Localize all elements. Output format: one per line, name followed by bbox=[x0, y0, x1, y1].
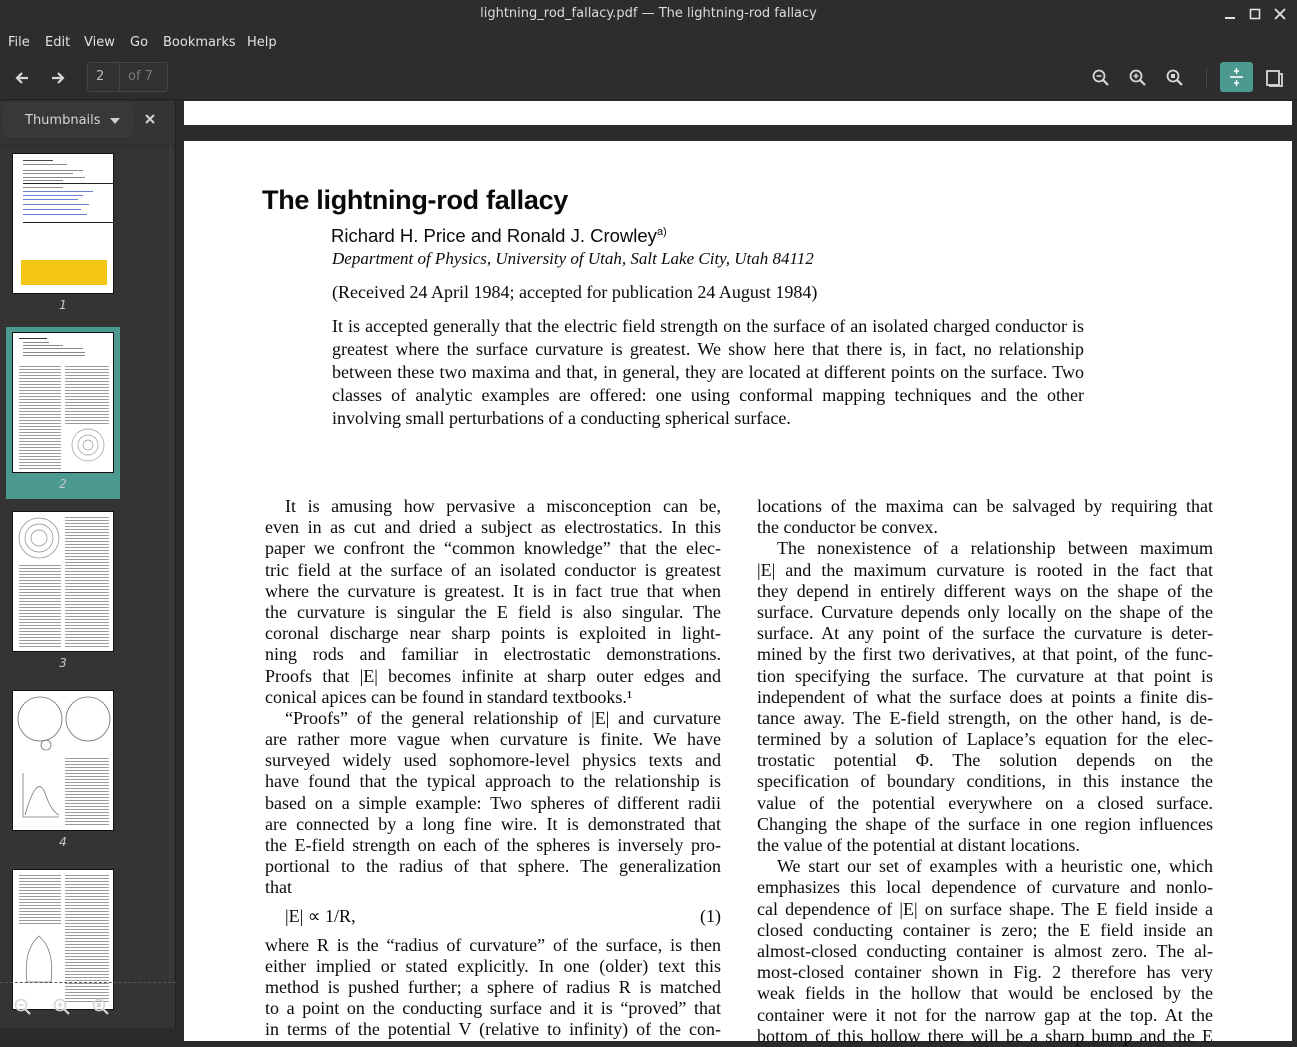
zoom-fit-icon bbox=[89, 995, 113, 1019]
close-icon bbox=[1270, 4, 1290, 24]
equation-body: |E| ∝ 1/R, bbox=[285, 905, 356, 926]
menu-bookmarks[interactable]: Bookmarks bbox=[163, 35, 236, 50]
thumbnail-figure bbox=[17, 516, 63, 560]
thumbnail-text-column bbox=[19, 365, 61, 469]
forward-button[interactable] bbox=[46, 66, 70, 90]
thumbnail-label-1: 1 bbox=[59, 298, 67, 312]
text-line: the E-field strength on each of the spheres is inversely pro- bbox=[265, 835, 721, 855]
text-line: they depend in entirely different ways on the shape of the bbox=[757, 580, 1213, 601]
thumbnail-page-1[interactable] bbox=[12, 153, 114, 294]
zoom-fit-icon bbox=[1163, 66, 1187, 90]
menu-edit[interactable]: Edit bbox=[45, 35, 71, 50]
author-footnote-marker: a) bbox=[656, 225, 667, 238]
equation-1 bbox=[265, 899, 721, 935]
thumbnail-banner bbox=[21, 260, 107, 285]
forward-arrow-icon bbox=[46, 66, 70, 90]
text-line: coronal discharge near sharp points is exploited in light- bbox=[265, 623, 721, 644]
thumbnail-text-column bbox=[65, 365, 109, 425]
thumbnail-text-column bbox=[19, 874, 61, 924]
sidebar-close-button[interactable] bbox=[140, 109, 160, 129]
back-arrow-icon bbox=[10, 66, 34, 90]
title-bar bbox=[0, 0, 1297, 28]
text-line: “Proofs” of the general relationship of |E| and curvature bbox=[285, 707, 721, 728]
dual-page-button[interactable] bbox=[1262, 66, 1286, 90]
thumbnail-figure bbox=[19, 930, 59, 986]
text-line: trostatic potential Φ. The solution depends on the bbox=[757, 750, 1213, 771]
text-line: the curvature is singular the E field is also singular. The bbox=[265, 601, 721, 622]
text-line: tance away. The E-field strength, on the other hand, is de- bbox=[757, 707, 1213, 728]
paper-abstract: It is accepted generally that the electric field strength on the surface of an isolated charged conductor is greatest where the surface curvature is greatest. We show here that there is, in fact, no relationship between these two maxima and that, in general, they are located at different points on the surface. Two classes of analytic examples are offered: one using conformal mapping techniques and the other involving small perturbations of a conducting spherical surface. bbox=[332, 316, 1084, 428]
thumbnail-label-3: 3 bbox=[59, 656, 67, 670]
text-line: in terms of the potential V (relative to infinity) of the con- bbox=[265, 1019, 721, 1040]
text-line: surface. Curvature depends only locally on the shape of the bbox=[757, 601, 1213, 622]
sidebar-zoom-controls bbox=[0, 986, 176, 1028]
text-line: value of the potential everywhere on a closed surface. bbox=[757, 792, 1213, 813]
text-line: independent of what the surface does at points a finite dis- bbox=[757, 686, 1213, 707]
text-line: are connected by a long fine wire. It is demonstrated that bbox=[265, 813, 721, 834]
thumbnail-list bbox=[0, 145, 176, 983]
text-line: We start our set of examples with a heuristic one, which bbox=[777, 856, 1213, 877]
text-line: emphasizes this local dependence of curvature and nonlo- bbox=[757, 877, 1213, 898]
text-line: surveyed widely used sophomore-level physics texts and bbox=[265, 750, 721, 771]
maximize-icon bbox=[1245, 4, 1265, 24]
paper-authors bbox=[331, 225, 667, 247]
equation-number: (1) bbox=[700, 905, 721, 926]
text-line: |E| and the maximum curvature is rooted in the fact that bbox=[757, 559, 1213, 580]
menu-go[interactable]: Go bbox=[130, 35, 149, 50]
menu-view[interactable]: View bbox=[84, 35, 115, 50]
document-view[interactable] bbox=[177, 101, 1297, 1046]
paper-received-date: (Received 24 April 1984; accepted for publication 24 August 1984) bbox=[332, 282, 818, 302]
text-line: locations of the maxima can be salvaged by requiring that bbox=[757, 496, 1213, 516]
thumb-zoom-fit-button[interactable] bbox=[89, 995, 113, 1019]
minimize-button[interactable] bbox=[1220, 4, 1240, 24]
sidebar-view-selector[interactable] bbox=[4, 103, 132, 137]
text-line: Proofs that |E| becomes infinite at sharp outer edges and bbox=[265, 665, 721, 686]
text-line: paper we confront the “common knowledge” that the elec- bbox=[265, 538, 721, 559]
text-line: portional to the radius of that sphere. The generalization bbox=[265, 856, 721, 877]
continuous-mode-button[interactable] bbox=[1220, 62, 1253, 92]
dual-page-icon bbox=[1262, 66, 1286, 90]
thumbnail-text-column bbox=[65, 874, 109, 1004]
left-column-text bbox=[265, 496, 721, 899]
text-line: tric field at the surface of an isolated conductor is greatest bbox=[265, 559, 721, 580]
thumb-zoom-out-button[interactable] bbox=[11, 995, 35, 1019]
text-line: method is pushed further; a sphere of radius R is matched bbox=[265, 976, 721, 997]
zoom-out-icon bbox=[1089, 66, 1113, 90]
sidebar bbox=[0, 101, 176, 1028]
author-names: Richard H. Price and Ronald J. Crowley bbox=[331, 225, 657, 246]
text-line: that bbox=[265, 877, 292, 898]
close-window-button[interactable] bbox=[1270, 4, 1290, 24]
text-line: almost-closed conducting container is almost zero. The al- bbox=[757, 940, 1213, 961]
text-line: specification of boundary conditions, in this instance the bbox=[757, 771, 1213, 792]
text-line: the value of the potential at distant locations. bbox=[757, 835, 1080, 855]
sidebar-view-label: Thumbnails bbox=[25, 113, 101, 128]
window-title: lightning_rod_fallacy.pdf — The lightning-rod fallacy bbox=[480, 6, 817, 21]
text-line: are rather more vague when curvature is finite. We have bbox=[265, 729, 721, 750]
thumbnail-figure bbox=[69, 427, 107, 463]
text-line: bottom of this hollow there will be a sharp bump and the E bbox=[757, 1025, 1213, 1046]
page-count-label: of 7 bbox=[128, 69, 153, 84]
thumbnail-text-column bbox=[19, 564, 61, 648]
text-line: mined by the first two derivatives, at that point, of the func- bbox=[757, 644, 1213, 665]
text-line: surface. At any point of the surface the curvature is deter- bbox=[757, 623, 1213, 644]
text-line: where the curvature is greatest. It is in fact true that when bbox=[265, 580, 721, 601]
thumbnail-figure bbox=[19, 771, 61, 821]
paper-title: The lightning-rod fallacy bbox=[262, 185, 569, 215]
text-line: have found that the typical approach to the relationship is bbox=[265, 771, 721, 792]
text-line: weak fields in the hollow that would be enclosed by the bbox=[757, 983, 1213, 1004]
left-column-continued bbox=[265, 935, 721, 1041]
text-line: termined by a solution of Laplace’s equation for the elec- bbox=[757, 729, 1213, 750]
thumbnail-figure bbox=[16, 695, 112, 755]
close-icon bbox=[140, 109, 160, 129]
zoom-fit-button[interactable] bbox=[1163, 66, 1187, 90]
continuous-mode-icon bbox=[1220, 62, 1253, 92]
thumbnail-text-column bbox=[65, 516, 109, 648]
page-1-bottom bbox=[184, 101, 1292, 125]
right-column bbox=[757, 496, 1213, 1047]
text-line: based on a simple example: Two spheres of different radii bbox=[265, 792, 721, 813]
thumbnail-page-4[interactable] bbox=[12, 690, 114, 831]
minimize-icon bbox=[1220, 4, 1240, 24]
text-line: to a point on the conducting surface and it is “proved” that bbox=[265, 998, 721, 1019]
text-line: Changing the shape of the surface in one region influences bbox=[757, 813, 1213, 834]
left-column bbox=[265, 496, 721, 1041]
text-line: cal dependence of |E| on surface shape. The E field inside a bbox=[757, 898, 1213, 919]
thumb-zoom-in-button[interactable] bbox=[50, 995, 74, 1019]
zoom-out-button[interactable] bbox=[1089, 66, 1113, 90]
maximize-button[interactable] bbox=[1245, 4, 1265, 24]
chevron-down-icon bbox=[110, 118, 120, 124]
page-navigator bbox=[87, 62, 168, 92]
text-line: tion specifying the surface. The curvature at that point is bbox=[757, 665, 1213, 686]
thumbnail-page-2[interactable] bbox=[12, 332, 114, 473]
zoom-in-icon bbox=[1126, 66, 1150, 90]
text-line: where R is the “radius of curvature” of the surface, is then bbox=[265, 934, 721, 955]
toolbar-separator bbox=[1206, 68, 1207, 88]
menu-help[interactable]: Help bbox=[247, 35, 277, 50]
text-line: most-closed container shown in Fig. 2 therefore has very bbox=[757, 962, 1213, 983]
text-line: either implied or stated explicitly. In one (older) text this bbox=[265, 955, 721, 976]
text-line: the conductor be convex. bbox=[757, 517, 938, 538]
text-line: closed conducting container is zero; the E field inside an bbox=[757, 919, 1213, 940]
thumbnail-text-column bbox=[65, 757, 109, 827]
page-2 bbox=[184, 141, 1292, 1046]
text-line: conical apices can be found in standard textbooks.¹ bbox=[265, 686, 633, 707]
text-line: container were it not for the narrow gap at the top. At the bbox=[757, 1004, 1213, 1025]
back-button[interactable] bbox=[10, 66, 34, 90]
menu-bar bbox=[0, 28, 1297, 56]
toolbar bbox=[0, 56, 1297, 100]
text-line: The nonexistence of a relationship between maximum bbox=[777, 538, 1213, 559]
page-number-input[interactable]: 2 bbox=[88, 63, 120, 91]
menu-file[interactable]: File bbox=[8, 35, 30, 50]
sidebar-divider bbox=[0, 982, 176, 983]
text-line: It is amusing how pervasive a misconception can be, bbox=[285, 496, 721, 516]
thumbnail-label-4: 4 bbox=[59, 835, 67, 849]
text-line: ning rods and familiar in electrostatic demonstrations. bbox=[265, 644, 721, 665]
thumbnail-label-2: 2 bbox=[59, 477, 67, 491]
thumbnail-page-3[interactable] bbox=[12, 511, 114, 652]
zoom-in-button[interactable] bbox=[1126, 66, 1150, 90]
sidebar-scrollbar[interactable] bbox=[169, 145, 172, 983]
zoom-out-icon bbox=[11, 995, 35, 1019]
paper-affiliation: Department of Physics, University of Utah, Salt Lake City, Utah 84112 bbox=[332, 249, 814, 268]
text-line: even in as cut and dried a subject as electrostatics. In this bbox=[265, 517, 721, 538]
zoom-in-icon bbox=[50, 995, 74, 1019]
